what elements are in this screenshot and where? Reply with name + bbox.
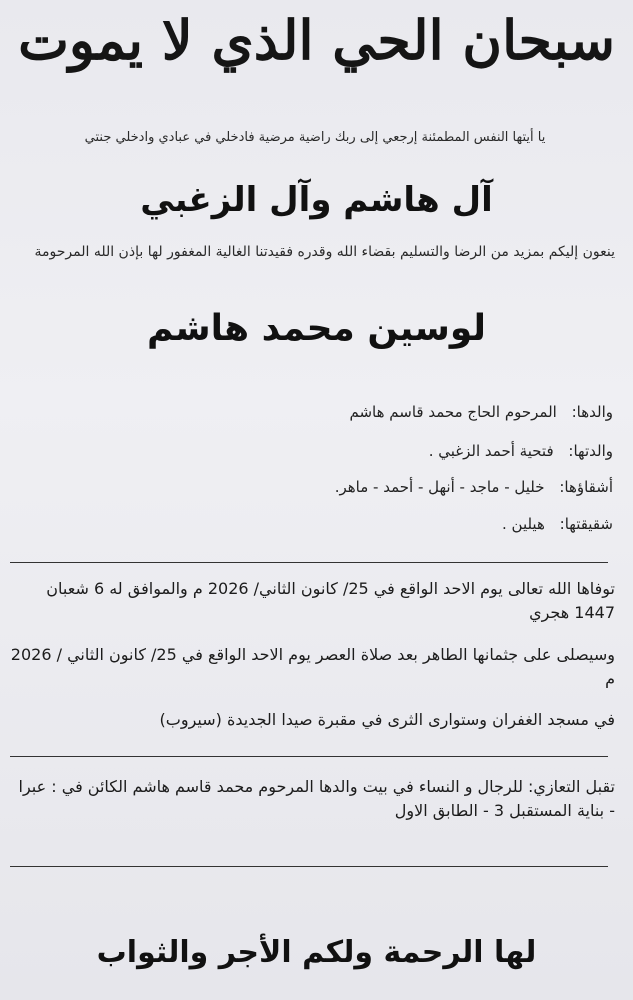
- funeral-prayer-paragraph: وسيصلى على جثمانها الطاهر بعد صلاة العصر يوم الاحد الواقع في 25/ كانون الثاني / 2026 م: [10, 645, 615, 688]
- divider-middle: [10, 756, 608, 757]
- condolences-paragraph: تقبل التعازي: للرجال و النساء في بيت والدها المرحوم محمد قاسم هاشم الكائن في : عبرا - بناية المستقبل 3 - الطابق الاول: [18, 777, 615, 820]
- sister-label: شقيقتها:: [559, 515, 613, 533]
- burial-paragraph: في مسجد الغفران وستوارى الثرى في مقبرة صيدا الجديدة (سيروب): [159, 710, 615, 729]
- divider-top: [10, 562, 608, 563]
- mother-row: [53, 442, 613, 460]
- closing-prayer: لها الرحمة ولكم الأجر والثواب: [96, 935, 537, 970]
- brothers-row: [53, 478, 613, 496]
- death-date-paragraph: توفاها الله تعالى يوم الاحد الواقع في 25/ كانون الثاني/ 2026 م والموافق له 6 شعبان 1447 هجري: [46, 579, 615, 622]
- calligraphy-heading: سبحان الحي الذي لا يموت: [18, 8, 615, 72]
- deceased-name: لوسين محمد هاشم: [147, 308, 486, 349]
- divider-bottom: [10, 866, 608, 867]
- father-row: [53, 403, 613, 421]
- brothers-value: خليل - ماجد - أنهل - أحمد - ماهر.: [334, 478, 545, 496]
- sister-value: هيلين .: [501, 515, 545, 533]
- quran-verse: يا أيتها النفس المطمئنة إرجعي إلى ربك راضية مرضية فادخلي في عبادي وادخلي جنتي: [84, 130, 546, 145]
- brothers-label: أشقاؤها:: [559, 478, 613, 496]
- father-label: والدها:: [571, 403, 613, 421]
- family-names: آل هاشم وآل الزغبي: [140, 180, 493, 220]
- sister-row: [53, 515, 613, 533]
- mother-value: فتحية أحمد الزغبي .: [428, 442, 554, 460]
- father-value: المرحوم الحاج محمد قاسم هاشم: [349, 403, 557, 421]
- announcement-intro: ينعون إليكم بمزيد من الرضا والتسليم بقضاء الله وقدره فقيدتنا الغالية المغفور لها بإذن الله المرحومة: [34, 244, 615, 260]
- mother-label: والدتها:: [568, 442, 613, 460]
